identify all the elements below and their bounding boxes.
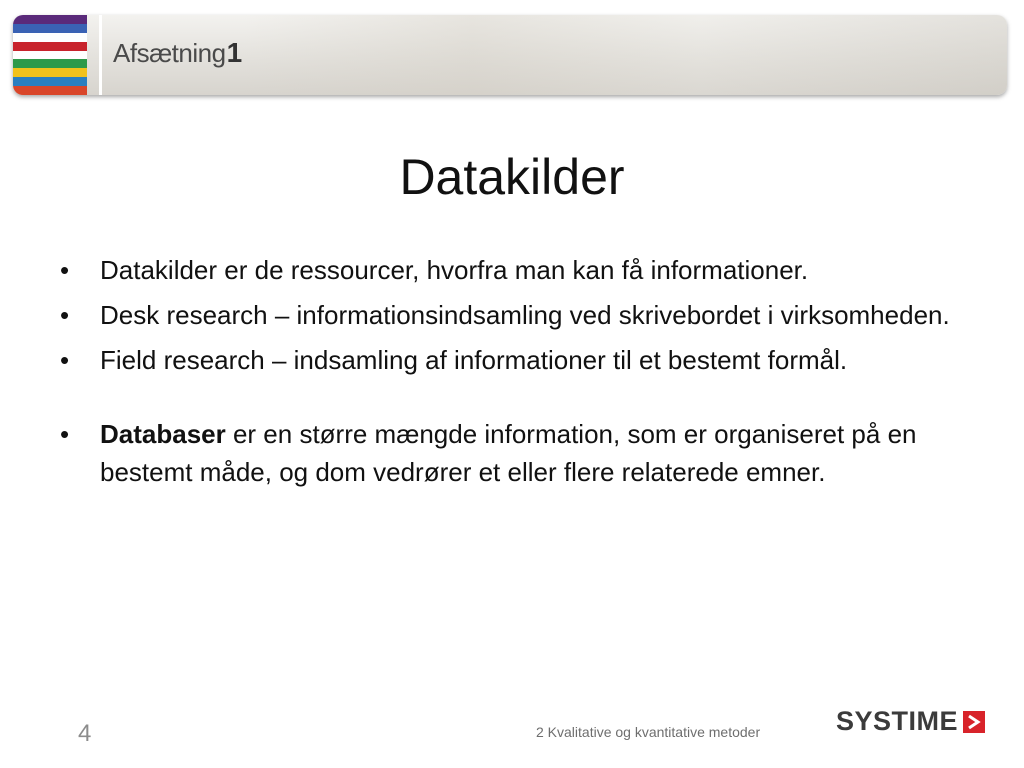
stripe — [13, 59, 87, 68]
footer-chapter: 2 Kvalitative og kvantitative metoder — [536, 724, 761, 740]
stripe — [13, 33, 87, 42]
bullet-icon: • — [60, 300, 70, 330]
systime-logo — [836, 706, 985, 737]
brand-logo — [113, 37, 242, 69]
slide-number: 4 — [78, 720, 92, 747]
stripe — [13, 68, 87, 77]
bullet-list — [60, 251, 980, 498]
bullet-text: Datakilder er de ressourcer, hvorfra man kan få informationer. — [100, 255, 809, 285]
stripe — [13, 77, 87, 86]
stripe — [13, 15, 87, 24]
stripe — [13, 51, 87, 60]
bullet-icon: • — [60, 255, 70, 285]
stripe — [13, 24, 87, 33]
header-background-photo — [243, 15, 1007, 95]
brand-number: 1 — [226, 37, 242, 68]
color-stripes — [13, 15, 87, 95]
bullet-icon: • — [60, 419, 70, 449]
bullet-bold-term: Databaser — [100, 419, 226, 449]
bullet-item — [60, 296, 980, 334]
bullet-item — [60, 415, 980, 491]
header-banner — [13, 15, 1007, 95]
header-divider — [99, 15, 102, 95]
stripe — [13, 42, 87, 51]
bullet-item — [60, 251, 980, 289]
slide-title: Datakilder — [399, 149, 625, 205]
bullet-text: er en større mængde information, som er organiseret på en bestemt måde, og dom vedrører et eller flere relaterede emner. — [100, 419, 917, 487]
arrow-right-icon — [963, 711, 985, 733]
bullet-text: Desk research – informationsindsamling ved skrivebordet i virksomheden. — [100, 300, 950, 330]
bullet-item — [60, 341, 980, 379]
bullet-icon: • — [60, 345, 70, 375]
logo-text: SYSTIME — [836, 706, 959, 736]
bullet-text: Field research – indsamling af informationer til et bestemt formål. — [100, 345, 848, 375]
stripe — [13, 86, 87, 95]
brand-text: Afsætning — [113, 38, 226, 68]
